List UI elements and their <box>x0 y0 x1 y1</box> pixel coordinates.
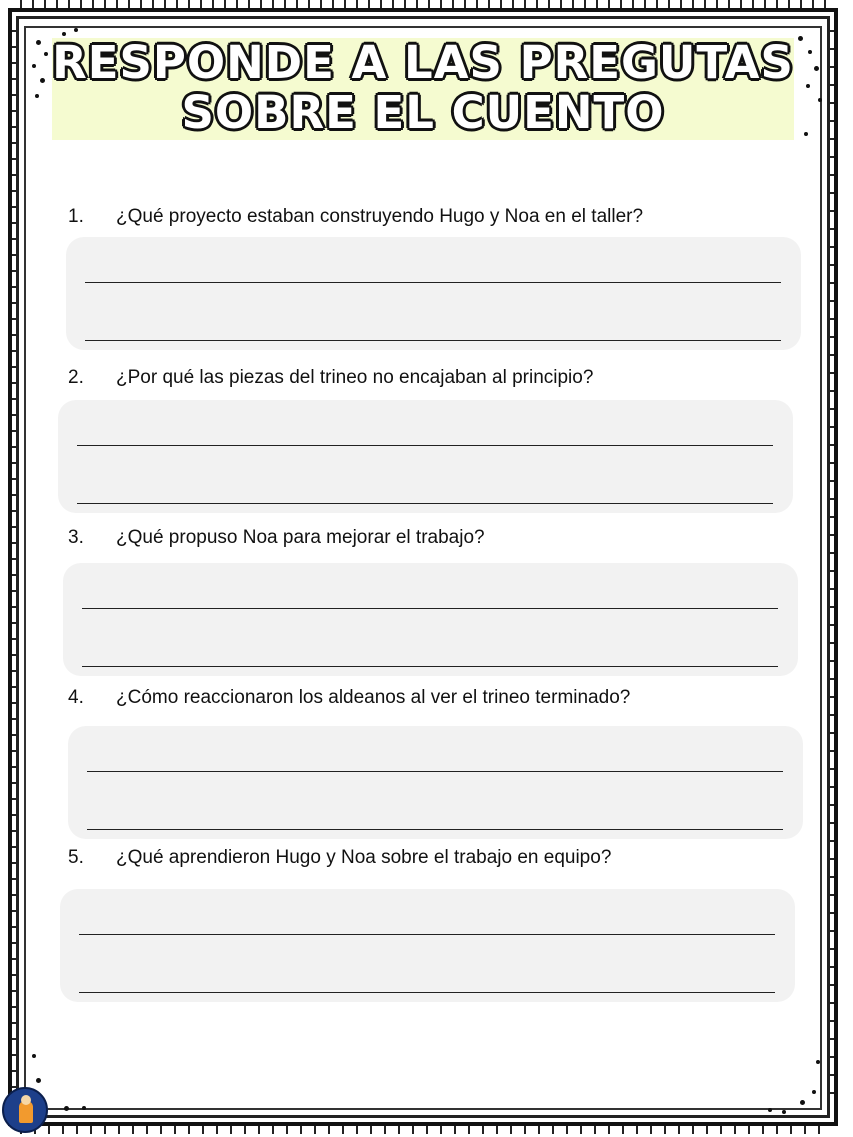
decor-dot <box>64 1106 69 1111</box>
question-number: 2. <box>68 367 84 388</box>
question-text: ¿Por qué las piezas del trineo no encajaban al principio? <box>116 367 594 388</box>
answer-line <box>82 666 778 667</box>
decor-dot <box>812 1090 816 1094</box>
decor-dot <box>40 78 45 83</box>
answer-line <box>79 992 775 993</box>
decor-dot <box>82 1106 86 1110</box>
answer-line <box>79 934 775 935</box>
answer-line <box>85 282 781 283</box>
answer-box-3[interactable] <box>63 563 798 676</box>
publisher-logo-icon <box>2 1087 48 1133</box>
question-2 <box>68 367 808 391</box>
decor-dot <box>44 52 48 56</box>
question-number: 5. <box>68 847 84 868</box>
logo-figure-head <box>21 1095 31 1105</box>
decor-dot <box>808 50 812 54</box>
question-4 <box>68 687 808 711</box>
page-title-line-2: SOBRE EL CUENTO <box>181 86 665 139</box>
decor-dot <box>800 1100 805 1105</box>
question-3 <box>68 527 808 551</box>
answer-box-2[interactable] <box>58 400 793 513</box>
question-number: 1. <box>68 206 84 227</box>
question-number: 3. <box>68 527 84 548</box>
answer-line <box>77 445 773 446</box>
answer-box-5[interactable] <box>60 889 795 1002</box>
answer-box-1[interactable] <box>66 237 801 350</box>
decor-dot <box>36 1078 41 1083</box>
answer-line <box>87 829 783 830</box>
answer-line <box>87 771 783 772</box>
question-text: ¿Cómo reaccionaron los aldeanos al ver el trineo terminado? <box>116 687 631 708</box>
page-title <box>52 38 794 138</box>
decor-dot <box>814 66 819 71</box>
answer-line <box>77 503 773 504</box>
decor-dot <box>818 98 822 102</box>
decor-dot <box>35 94 39 98</box>
answer-box-4[interactable] <box>68 726 803 839</box>
decor-dot <box>32 64 36 68</box>
question-text: ¿Qué proyecto estaban construyendo Hugo y Noa en el taller? <box>116 206 644 227</box>
question-5 <box>68 847 808 871</box>
decor-dot <box>74 28 78 32</box>
decor-dot <box>816 1060 820 1064</box>
answer-line <box>82 608 778 609</box>
answer-line <box>85 340 781 341</box>
decor-dot <box>782 1110 786 1114</box>
decor-dot <box>798 36 803 41</box>
decor-dot <box>804 132 808 136</box>
decor-dot <box>806 84 810 88</box>
page-title-line-1: RESPONDE A LAS PREGUTAS <box>52 36 794 89</box>
question-1 <box>68 206 808 230</box>
decor-dot <box>768 1108 772 1112</box>
decor-dot <box>36 40 41 45</box>
decor-dot <box>32 1054 36 1058</box>
question-number: 4. <box>68 687 84 708</box>
question-text: ¿Qué aprendieron Hugo y Noa sobre el trabajo en equipo? <box>116 847 612 868</box>
question-text: ¿Qué propuso Noa para mejorar el trabajo? <box>116 527 485 548</box>
